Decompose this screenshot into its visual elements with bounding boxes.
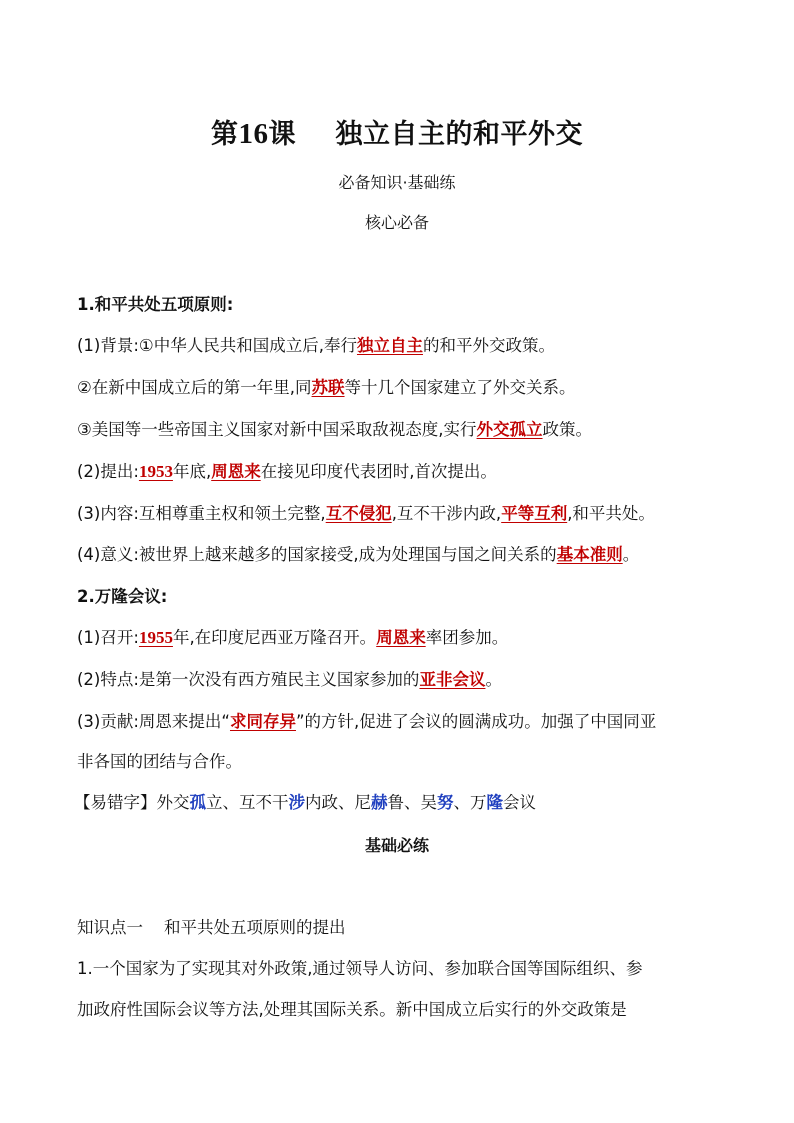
text-line-7: (1)召开:1955年,在印度尼西亚万隆召开。周恩来率团参加。 [77,628,509,647]
typo-char: 赫 [371,793,388,812]
key-term: 平等互利 [501,504,568,523]
key-term: 苏联 [311,378,345,397]
text-line-6: (4)意义:被世界上越来越多的国家接受,成为处理国与国之间关系的基本准则。 [77,545,640,564]
text-line-9: (3)贡献:周恩来提出“求同存异”的方针,促进了会议的圆满成功。加强了中国同亚 [77,712,657,731]
key-term: 亚非会议 [419,670,486,689]
key-term: 独立自主 [356,336,423,355]
lesson-title: 第16课 独立自主的和平外交 [210,118,584,150]
typo-char: 孤 [189,793,206,812]
text-line-5: (3)内容:互相尊重主权和领土完整,互不侵犯,互不干涉内政,平等互利,和平共处。 [77,504,655,523]
subtitle-basic-practice: 基础必练 [364,836,429,855]
text-line-1: (1)背景:①中华人民共和国成立后,奉行独立自主的和平外交政策。 [77,336,555,355]
knowledge-point-heading: 知识点一 和平共处五项原则的提出 [77,918,346,937]
question-1-line-2: 加政府性国际会议等方法,处理其国际关系。新中国成立后实行的外交政策是 [77,1000,627,1019]
key-term: 互不侵犯 [325,504,392,523]
typo-char: 涉 [288,793,305,812]
key-term: 求同存异 [229,712,296,731]
key-term: 1955 [138,628,173,647]
typo-char: 隆 [486,793,503,812]
section-heading-2: 2.万隆会议: [77,587,168,606]
text-line-10: 非各国的团结与合作。 [77,752,242,771]
key-term: 外交孤立 [476,420,543,439]
question-1-line-1: 1.一个国家为了实现其对外政策,通过领导人访问、参加联合国等国际组织、参 [77,959,643,978]
section-heading-1: 1.和平共处五项原则: [77,295,234,314]
text-line-2: ②在新中国成立后的第一年里,同苏联等十几个国家建立了外交关系。 [77,378,576,397]
key-term: 基本准则 [556,545,623,564]
typo-note: 【易错字】外交孤立、互不干涉内政、尼赫鲁、吴努、万隆会议 [74,793,536,812]
key-term: 1953 [138,462,173,481]
key-term: 周恩来 [211,462,261,481]
typo-char: 努 [437,793,454,812]
key-term: 周恩来 [376,628,426,647]
text-line-3: ③美国等一些帝国主义国家对新中国采取敌视态度,实行外交孤立政策。 [77,420,593,439]
text-line-8: (2)特点:是第一次没有西方殖民主义国家参加的亚非会议。 [77,670,502,689]
subtitle-core: 核心必备 [364,213,429,232]
text-line-4: (2)提出:1953年底,周恩来在接见印度代表团时,首次提出。 [77,462,497,481]
subtitle-knowledge: 必备知识·基础练 [338,173,456,192]
